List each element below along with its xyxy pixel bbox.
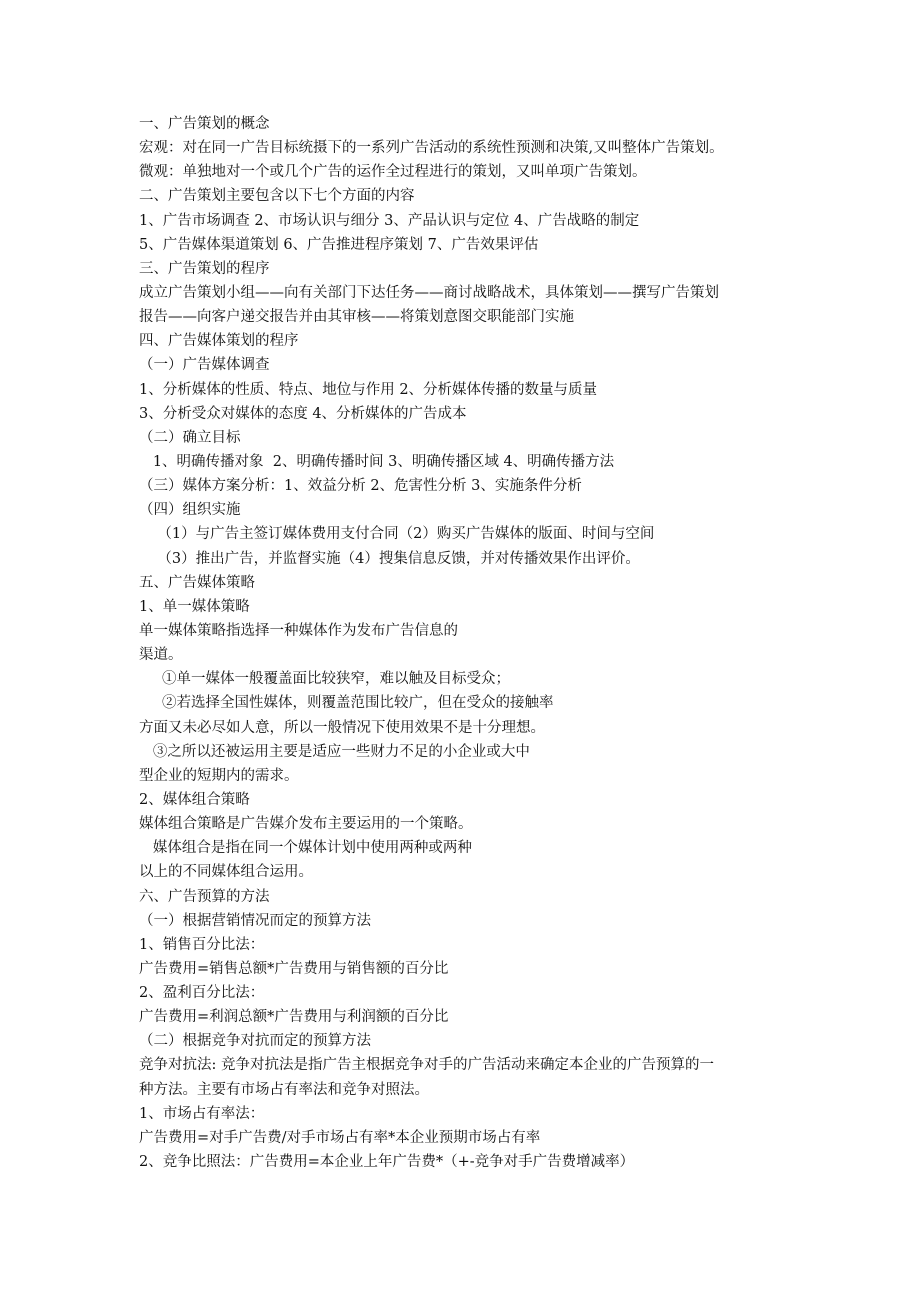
text-line: 竞争对抗法: 竞争对抗法是指广告主根据竞争对手的广告活动来确定本企业的广告预算的一: [139, 1057, 714, 1074]
text-line: 2、盈利百分比法：: [139, 985, 265, 1002]
text-line: 三、广告策划的程序: [139, 260, 270, 277]
text-line: 1、市场占有率法：: [139, 1105, 265, 1122]
text-line: （四）组织实施: [139, 502, 241, 519]
text-line: 广告费用=销售总额*广告费用与销售额的百分比: [139, 960, 449, 977]
text-line: 1、销售百分比法：: [139, 936, 265, 953]
text-line: 报告——向客户递交报告并由其审核——将策划意图交职能部门实施: [139, 309, 574, 326]
text-line: 2、竞争比照法：广告费用=本企业上年广告费*（+-竞争对手广告费增减率）: [139, 1154, 635, 1171]
text-line: （三）媒体方案分析：1、效益分析 2、危害性分析 3、实施条件分析: [139, 478, 582, 495]
text-line: （二）根据竞争对抗而定的预算方法: [139, 1033, 371, 1050]
text-line: 方面又未必尽如人意，所以一般情况下使用效果不是十分理想。: [139, 719, 545, 736]
text-line: 六、广告预算的方法: [139, 888, 270, 905]
text-line: 广告费用=对手广告费/对手市场占有率*本企业预期市场占有率: [139, 1129, 541, 1146]
text-line: 1、明确传播对象 2、明确传播时间 3、明确传播区域 4、明确传播方法: [139, 453, 615, 470]
text-line: 5、广告媒体渠道策划 6、广告推进程序策划 7、广告效果评估: [139, 236, 539, 253]
text-line: 微观：单独地对一个或几个广告的运作全过程进行的策划，又叫单项广告策划。: [139, 164, 647, 181]
text-line: ③之所以还被运用主要是适应一些财力不足的小企业或大中: [139, 743, 530, 760]
text-line: 广告费用=利润总额*广告费用与利润额的百分比: [139, 1009, 449, 1026]
text-line: 宏观：对在同一广告目标统摄下的一系列广告活动的系统性预测和决策,又叫整体广告策划。: [139, 140, 724, 157]
text-line: 成立广告策划小组——向有关部门下达任务——商讨战略战术，具体策划——撰写广告策划: [139, 284, 719, 301]
text-line: 四、广告媒体策划的程序: [139, 333, 299, 350]
text-line: 一、广告策划的概念: [139, 116, 270, 132]
text-line: （一）广告媒体调查: [139, 357, 270, 374]
text-line: 二、广告策划主要包含以下七个方面的内容: [139, 188, 415, 205]
text-line: （1）与广告主签订媒体费用支付合同（2）购买广告媒体的版面、时间与空间: [139, 526, 655, 543]
text-line: 1、广告市场调查 2、市场认识与细分 3、产品认识与定位 4、广告战略的制定: [139, 212, 640, 229]
text-line: 种方法。主要有市场占有率法和竞争对照法。: [139, 1081, 429, 1098]
text-line: 2、媒体组合策略: [139, 791, 250, 808]
text-line: 3、分析受众对媒体的态度 4、分析媒体的广告成本: [139, 405, 467, 422]
text-line: 1、分析媒体的性质、特点、地位与作用 2、分析媒体传播的数量与质量: [139, 381, 598, 398]
text-line: ①单一媒体一般覆盖面比较狭窄，难以触及目标受众；: [139, 671, 511, 688]
text-line: （3）推出广告，并监督实施（4）搜集信息反馈，并对传播效果作出评价。: [139, 550, 640, 567]
text-line: ②若选择全国性媒体，则覆盖范围比较广，但在受众的接触率: [139, 695, 554, 712]
text-line: 以上的不同媒体组合运用。: [139, 864, 313, 881]
text-line: （二）确立目标: [139, 429, 241, 446]
text-line: 单一媒体策略指选择一种媒体作为发布广告信息的: [139, 622, 458, 639]
text-line: 型企业的短期内的需求。: [139, 767, 299, 784]
text-line: 媒体组合是指在同一个媒体计划中使用两种或两种: [139, 840, 472, 857]
text-line: 媒体组合策略是广告媒介发布主要运用的一个策略。: [139, 816, 473, 833]
text-line: 1、单一媒体策略: [139, 598, 250, 615]
text-line: 渠道。: [139, 647, 183, 664]
text-line: （一）根据营销情况而定的预算方法: [139, 912, 371, 929]
document-body: [139, 112, 789, 1174]
text-line: 五、广告媒体策略: [139, 574, 255, 591]
